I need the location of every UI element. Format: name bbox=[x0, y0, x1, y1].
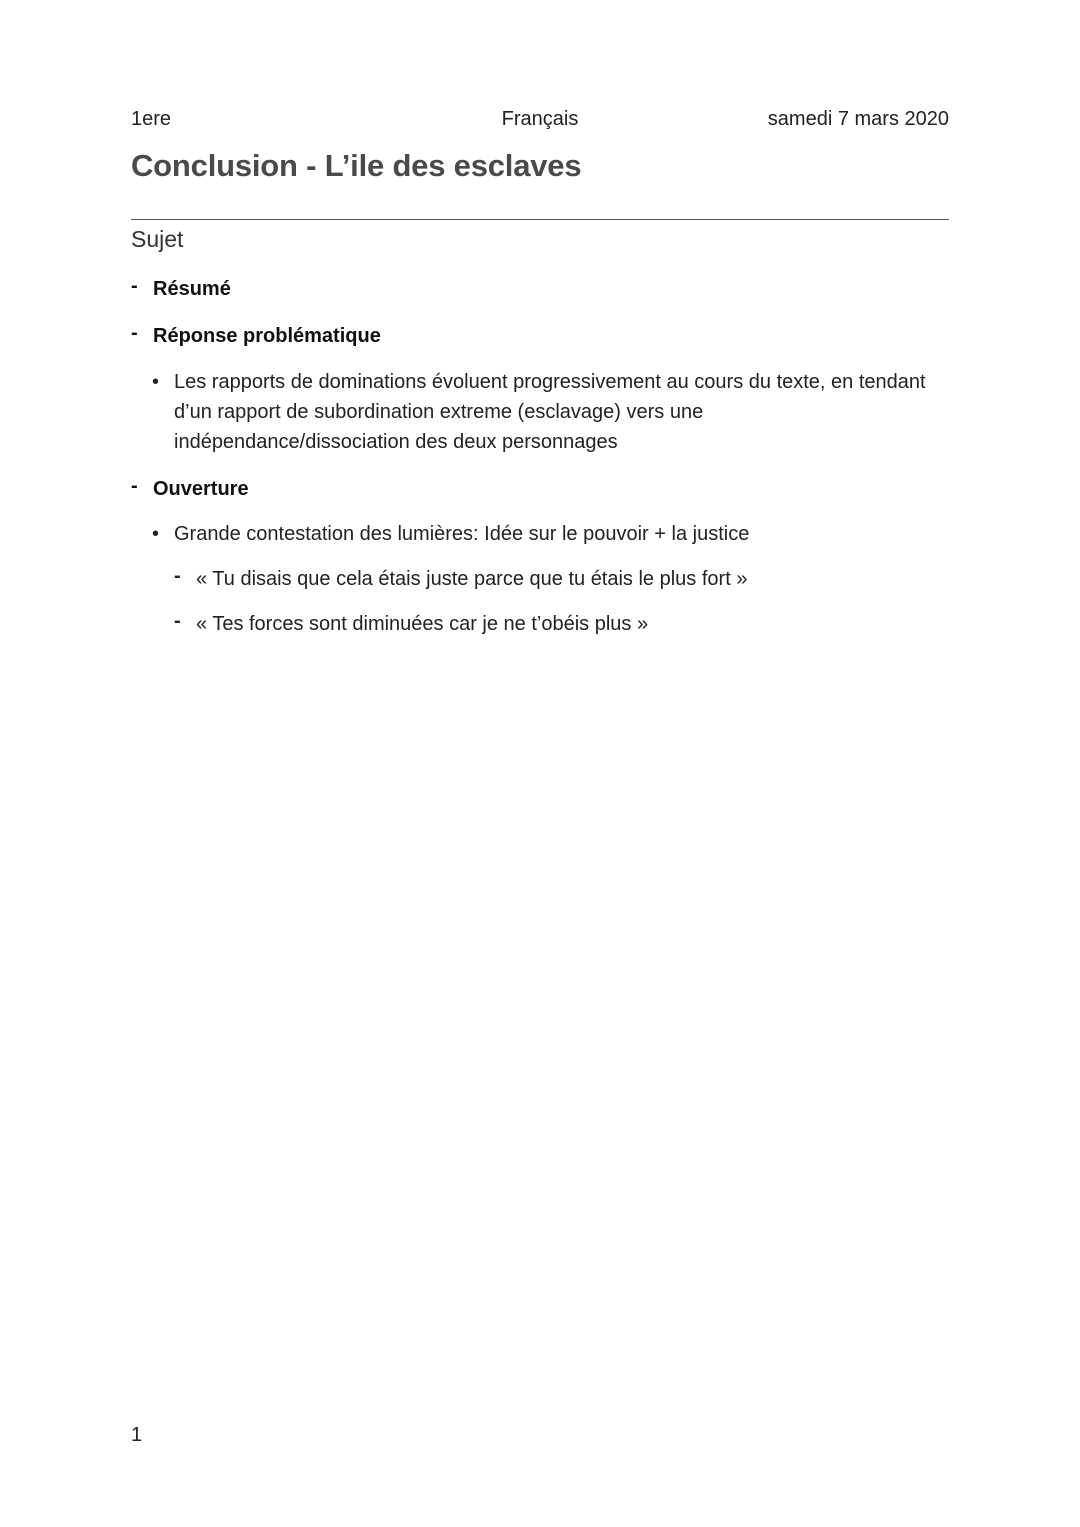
quote-text: « Tu disais que cela étais juste parce que tu étais le plus fort » bbox=[196, 568, 748, 590]
title-divider bbox=[131, 219, 949, 220]
page-title: Conclusion - L’ile des esclaves bbox=[131, 148, 582, 183]
dash-marker: - bbox=[131, 475, 138, 497]
dash-marker: - bbox=[174, 565, 181, 587]
outline-item-label: Ouverture bbox=[153, 478, 249, 500]
outline-item-label: Réponse problématique bbox=[153, 325, 381, 347]
bullet-text: Grande contestation des lumières: Idée sur le pouvoir + la justice bbox=[174, 523, 750, 545]
bullet-text: Les rapports de dominations évoluent progressivement au cours du texte, en tendant d’un rapport de subordination extreme (esclavage) vers une indépendance/dissociation des deux personnages bbox=[174, 371, 926, 453]
quote-text: « Tes forces sont diminuées car je ne t’obéis plus » bbox=[196, 613, 649, 635]
page-header bbox=[131, 108, 949, 136]
dash-marker: - bbox=[131, 322, 138, 344]
bullet-marker: • bbox=[152, 371, 160, 393]
section-title: Sujet bbox=[131, 226, 184, 252]
page-number: 1 bbox=[131, 1424, 143, 1446]
dash-marker: - bbox=[131, 275, 138, 297]
header-date: samedi 7 mars 2020 bbox=[767, 108, 949, 130]
bullet-marker: • bbox=[152, 523, 160, 545]
header-subject: Français bbox=[501, 108, 579, 130]
outline-item-label: Résumé bbox=[153, 278, 231, 300]
header-class-level: 1ere bbox=[131, 108, 172, 130]
dash-marker: - bbox=[174, 610, 181, 632]
